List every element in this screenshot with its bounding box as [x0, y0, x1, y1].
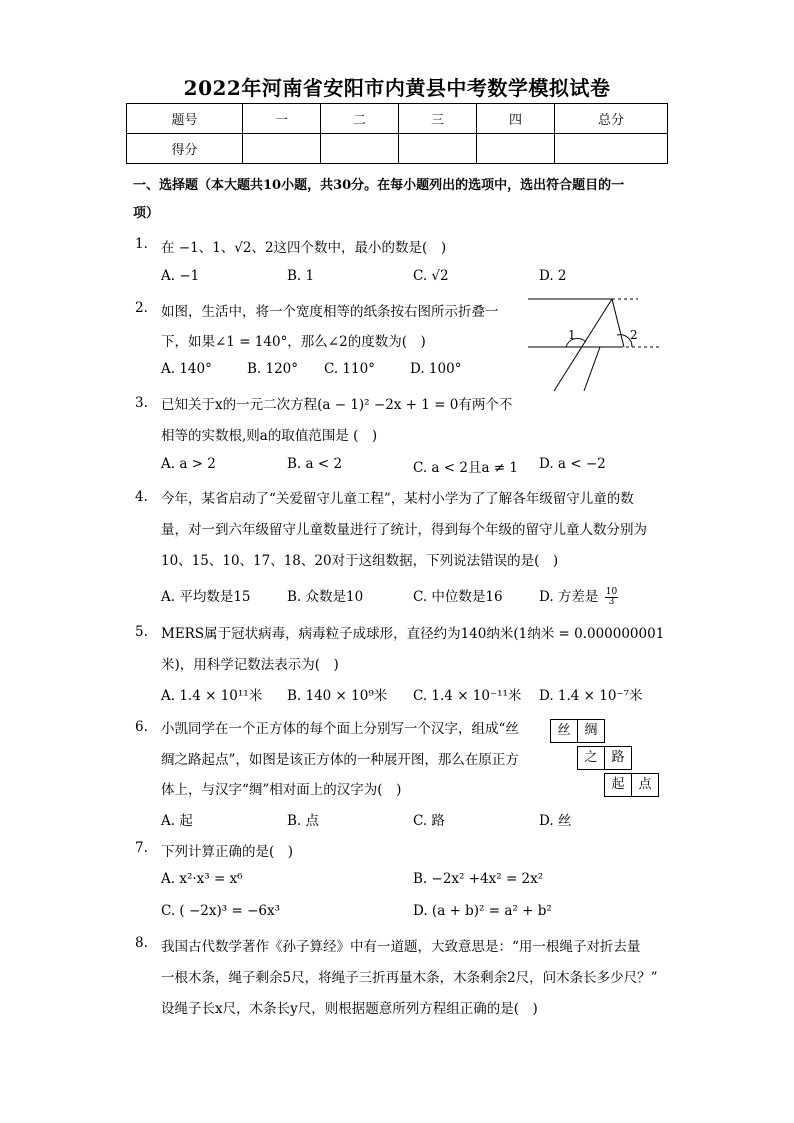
question-stem-line: 米)，用科学记数法表示为( )	[161, 657, 339, 673]
question-stem-line: 体上，与汉字“绸”相对面上的汉字为( )	[161, 782, 402, 798]
score-cell	[477, 134, 555, 164]
option-b: B. 1	[287, 268, 315, 284]
question-stem-line: 下，如果∠1 = 140°，那么∠2的度数为( )	[161, 334, 426, 350]
option-d: D. 100°	[410, 361, 462, 377]
option-d: D. 丝	[539, 813, 572, 829]
question-stem: 在 −1、1、√2、2这四个数中，最小的数是( )	[161, 240, 447, 256]
score-cell	[555, 134, 668, 164]
option-c: C. √2	[413, 268, 449, 284]
option-b: B. 众数是10	[287, 589, 364, 605]
option-c: C. ( −2x)³ = −6x³	[161, 903, 281, 919]
question-stem: 下列计算正确的是( )	[161, 844, 294, 860]
page-title: 2022年河南省安阳市内黄县中考数学模拟试卷	[183, 76, 611, 100]
option-a: A. 140°	[161, 361, 212, 377]
section-heading-line2: 项）	[133, 206, 160, 221]
score-table	[126, 103, 668, 164]
score-header-cell: 总分	[555, 104, 668, 134]
section-heading-line1: 一、选择题（本大题共10小题，共30分。在每小题列出的选项中，选出符合题目的一	[133, 178, 625, 193]
question-stem-line: 相等的实数根,则a的取值范围是 ( )	[161, 428, 378, 444]
angle-1-label: 1	[568, 328, 576, 342]
cube-net-cell: 起	[604, 773, 632, 797]
question-number: 4.	[135, 489, 148, 505]
option-d-text: D. 方差是	[539, 589, 599, 605]
question-stem-line: 设绳子长x尺，木条长y尺，则根据题意所列方程组正确的是( )	[161, 1001, 538, 1017]
option-c: C. a < 2且a ≠ 1	[413, 460, 518, 476]
cube-net-cell: 点	[631, 773, 659, 797]
option-b: B. −2x² +4x² = 2x²	[413, 871, 544, 887]
question-number: 6.	[135, 719, 148, 735]
question-stem-line: 一根木条，绳子剩余5尺，将绳子三折再量木条，木条剩余2尺，问木条长多少尺？”	[161, 970, 658, 986]
question-number: 1.	[135, 236, 148, 252]
option-c: C. 110°	[324, 361, 375, 377]
option-a: A. a > 2	[161, 456, 216, 472]
score-table-header-row	[127, 104, 668, 134]
option-b: B. 140 × 10⁹米	[287, 688, 388, 704]
folded-strip-figure	[520, 288, 670, 398]
option-b: B. 点	[287, 813, 320, 829]
section-heading	[133, 172, 669, 228]
question-stem-line: 10、15、10、17、18、20对于这组数据，下列说法错误的是( )	[161, 553, 559, 569]
option-a: A. 1.4 × 10¹¹米	[161, 688, 263, 704]
question-stem-line: 今年，某省启动了“关爱留守儿童工程”，某村小学为了了解各年级留守儿童的数	[161, 491, 634, 507]
score-header-cell: 三	[399, 104, 477, 134]
option-c: C. 中位数是16	[413, 589, 503, 605]
option-d	[539, 585, 618, 607]
question-stem-line: 绸之路起点”，如图是该正方体的一种展开图，那么在原正方	[161, 752, 519, 768]
question-stem-line: 已知关于x的一元二次方程(a − 1)² −2x + 1 = 0有两个不	[161, 397, 513, 413]
option-c: C. 1.4 × 10⁻¹¹米	[413, 688, 522, 704]
option-d: D. (a + b)² = a² + b²	[413, 903, 552, 919]
option-a: A. x²·x³ = x⁶	[161, 871, 243, 887]
question-stem-line: MERS属于冠状病毒，病毒粒子成球形，直径约为140纳米(1纳米 = 0.000000001	[161, 626, 665, 642]
option-d: D. a < −2	[539, 456, 606, 472]
option-b: B. 120°	[247, 361, 299, 377]
cube-net-cell: 路	[604, 746, 632, 770]
score-header-cell: 一	[243, 104, 321, 134]
question-number: 8.	[135, 935, 148, 951]
option-a: A. 平均数是15	[161, 589, 251, 605]
cube-net-cell: 之	[577, 746, 605, 770]
cube-net-cell: 丝	[550, 719, 578, 743]
fraction	[605, 588, 618, 607]
fraction-numerator: 10	[605, 587, 618, 597]
angle-2-label: 2	[630, 328, 638, 342]
score-cell	[399, 134, 477, 164]
question-stem-line: 量，对一到六年级留守儿童数量进行了统计，得到每个年级的留守儿童人数分别为	[161, 522, 647, 538]
option-a: A. −1	[161, 268, 200, 284]
option-a: A. 起	[161, 813, 193, 829]
option-b: B. a < 2	[287, 456, 343, 472]
option-c: C. 路	[413, 813, 445, 829]
option-d: D. 2	[539, 268, 567, 284]
option-d: D. 1.4 × 10⁻⁷米	[539, 688, 643, 704]
question-number: 7.	[135, 840, 148, 856]
score-cell	[243, 134, 321, 164]
score-table-score-row	[127, 134, 668, 164]
score-header-cell: 四	[477, 104, 555, 134]
cube-net-cell: 绸	[577, 719, 605, 743]
score-row-label: 得分	[127, 134, 243, 164]
question-stem-line: 我国古代数学著作《孙子算经》中有一道题，大致意思是：“用一根绳子对折去量	[161, 939, 641, 955]
score-cell	[321, 134, 399, 164]
fraction-denominator: 3	[608, 597, 615, 607]
score-header-cell: 题号	[127, 104, 243, 134]
question-number: 3.	[135, 395, 148, 411]
score-header-cell: 二	[321, 104, 399, 134]
question-number: 5.	[135, 624, 148, 640]
question-stem-line: 小凯同学在一个正方体的每个面上分别写一个汉字，组成“丝	[161, 721, 519, 737]
question-number: 2.	[135, 300, 148, 316]
question-stem-line: 如图，生活中，将一个宽度相等的纸条按右图所示折叠一	[161, 304, 499, 320]
